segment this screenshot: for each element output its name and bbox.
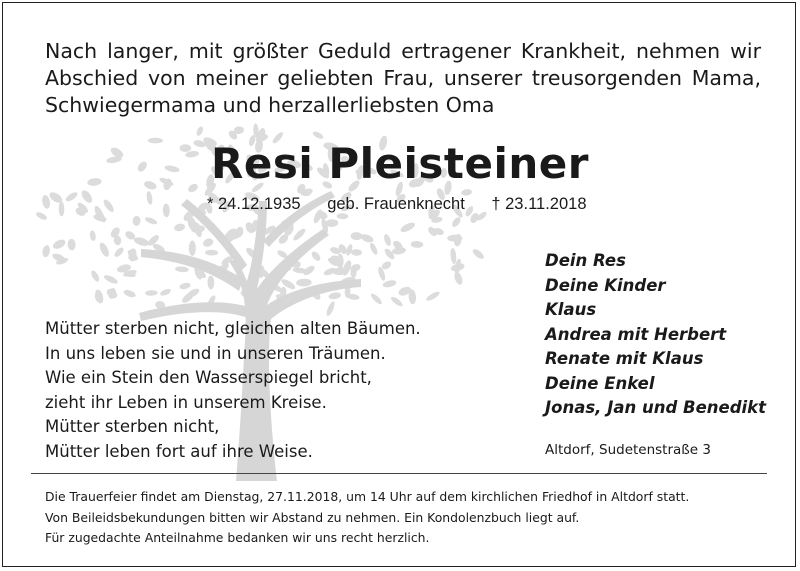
leaf bbox=[175, 266, 189, 273]
poem-line: Mütter sterben nicht, gleichen alten Bäumen. bbox=[45, 319, 421, 338]
mourner: Jonas, Jan und Benedikt bbox=[545, 398, 767, 417]
leaf bbox=[296, 278, 312, 286]
mourner: Renate mit Klaus bbox=[545, 349, 704, 368]
funeral-notice bbox=[45, 487, 689, 549]
leaf bbox=[453, 271, 464, 286]
leaf bbox=[103, 273, 119, 285]
leaf bbox=[42, 245, 51, 258]
leaf bbox=[80, 189, 95, 205]
leaf bbox=[41, 194, 51, 209]
notice-line: Die Trauerfeier findet am Dienstag, 27.11.2018, um 14 Uhr auf dem kirchlichen Friedhof in Altdorf statt. bbox=[45, 489, 690, 504]
leaf bbox=[292, 227, 307, 242]
poem-line: Mütter leben fort auf ihre Weise. bbox=[45, 441, 313, 461]
leaf bbox=[383, 233, 392, 246]
leaf bbox=[328, 291, 341, 300]
leaf bbox=[323, 266, 337, 276]
leaf bbox=[159, 288, 172, 297]
birth-date: * 24.12.1935 bbox=[207, 195, 301, 213]
leaf bbox=[59, 201, 65, 216]
leaf bbox=[450, 248, 457, 264]
poem-line: Wie ein Stein den Wasserspiegel bricht, bbox=[45, 368, 372, 387]
mourner: Klaus bbox=[545, 300, 597, 319]
mourner: Dein Res bbox=[545, 251, 626, 270]
poem-line: Mütter sterben nicht, bbox=[45, 417, 220, 436]
leaf bbox=[359, 233, 374, 244]
obituary-card bbox=[2, 2, 796, 567]
leaf bbox=[399, 221, 416, 234]
leaf bbox=[145, 290, 158, 296]
leaf bbox=[67, 239, 76, 251]
leaf bbox=[471, 247, 485, 260]
mourners-list bbox=[545, 249, 766, 421]
leaf bbox=[390, 295, 404, 308]
notice-line: Für zugedachte Anteilnahme bedanken wir uns recht herzlich. bbox=[45, 530, 430, 545]
leaf bbox=[202, 237, 215, 248]
poem-line: In uns leben sie und in unseren Träumen. bbox=[45, 343, 386, 363]
leaf bbox=[207, 275, 214, 289]
leaf bbox=[369, 292, 383, 306]
leaf bbox=[351, 249, 362, 256]
life-dates bbox=[207, 195, 609, 214]
death-date: † 23.11.2018 bbox=[491, 195, 587, 213]
leaf bbox=[450, 216, 462, 229]
maiden-name: geb. Frauenknecht bbox=[327, 195, 465, 213]
deceased-name: Resi Pleisteiner bbox=[211, 139, 589, 188]
mourner: Andrea mit Herbert bbox=[545, 324, 727, 344]
leaf bbox=[133, 236, 150, 248]
leaf bbox=[163, 203, 170, 217]
mourner: Deine Kinder bbox=[545, 275, 666, 295]
leaf bbox=[189, 241, 196, 256]
intro-text: Nach langer, mit größter Geduld ertragener Krankheit, nehmen wir Abschied von meiner geliebten Frau, unserer treusorgenden Mama, Schwiegermama und herzallerliebsten Oma bbox=[45, 39, 761, 117]
leaf bbox=[368, 242, 379, 256]
poem bbox=[45, 317, 421, 464]
address: Altdorf, Sudetenstraße 3 bbox=[545, 442, 711, 458]
leaf bbox=[205, 250, 218, 256]
notice-line: Von Beileidsbekundungen bitten wir Abstand zu nehmen. Ein Kondolenzbuch liegt auf. bbox=[45, 509, 580, 525]
leaf bbox=[325, 300, 336, 316]
leaf bbox=[123, 288, 137, 298]
leaf bbox=[337, 213, 349, 219]
leaf bbox=[337, 254, 344, 269]
leaf bbox=[310, 250, 322, 263]
leaf bbox=[411, 241, 424, 248]
divider bbox=[31, 473, 767, 474]
leaf bbox=[144, 216, 158, 226]
leaf bbox=[113, 246, 125, 258]
leaf bbox=[179, 282, 192, 291]
leaf bbox=[425, 290, 441, 302]
leaf bbox=[89, 230, 97, 241]
leaf bbox=[132, 216, 140, 227]
leaf bbox=[173, 223, 185, 233]
leaf bbox=[64, 191, 78, 203]
mourner: Deine Enkel bbox=[545, 373, 655, 393]
leaf bbox=[98, 241, 111, 258]
poem-line: zieht ihr Leben in unserem Kreise. bbox=[45, 392, 327, 412]
leaf bbox=[90, 269, 101, 283]
leaf bbox=[146, 191, 153, 205]
leaf bbox=[51, 238, 66, 251]
leaf bbox=[195, 125, 204, 136]
leaf bbox=[35, 211, 48, 221]
leaf bbox=[102, 198, 116, 213]
